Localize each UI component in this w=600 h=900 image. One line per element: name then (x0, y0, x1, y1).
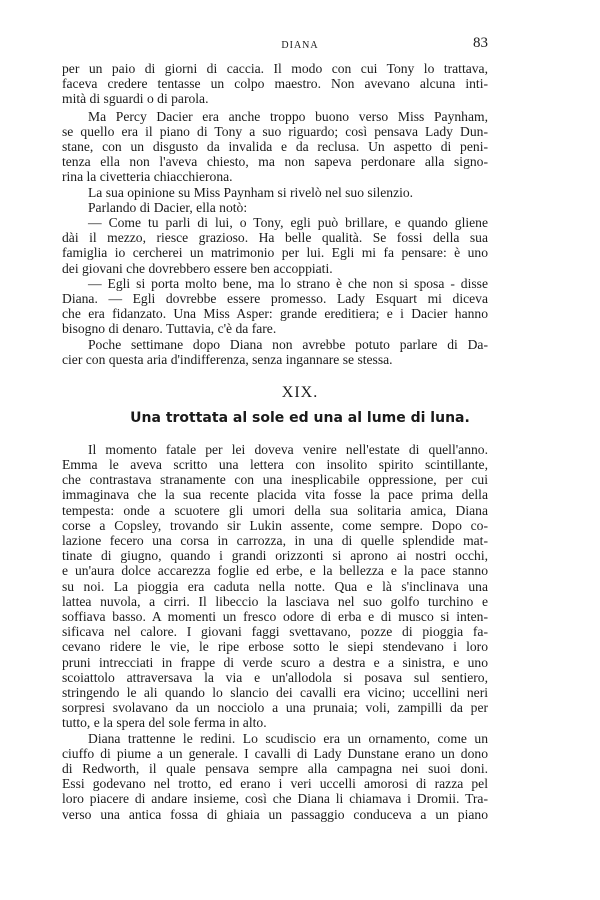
text-line: loro piacere di andare insieme, così che Diana li chiamava i Dromii. Tra- (62, 791, 488, 807)
text-line: Parlando di Dacier, ella notò: (88, 199, 248, 215)
text-line: La sua opinione su Miss Paynham si rivelò nel suo silenzio. (88, 184, 414, 200)
text-line: che era fidanzato. Una Miss Asper: grande ereditiera; e i Dacier hanno (62, 306, 488, 322)
text-line: — Egli si porta molto bene, ma lo strano è che non si sposa - disse (88, 275, 488, 291)
text-line: Emma le aveva scritto una lettera con insolito spirito scintillante, (62, 457, 488, 472)
text-line: Poche settimane dopo Diana non avrebbe potuto parlare di Da- (88, 336, 488, 352)
text-line: lattea nuvola, a cirri. Il libeccio la lasciava nel suo golfo turchino e (62, 593, 488, 609)
text-line: su noi. La pioggia era caduta nella notte. Qua e là s'inclinava una (62, 578, 488, 594)
text-line: e un'aura dolce accarezza foglie ed erbe, e la bellezza e la pace stanno (62, 563, 488, 579)
text-line: di Redworth, il quale pensava sempre alla campagna nei suoi doni. (62, 761, 488, 776)
text-line: faceva credere tentasse un colpo maestro. Non avevano alcuna inti- (62, 76, 488, 92)
running-title: DIANA (281, 40, 319, 51)
text-line: stane, con un disgusto da invalida e da reclusa. Un aspetto di peni- (62, 139, 488, 154)
text-line: cier con questa aria d'indifferenza, senza ingannare se stessa. (62, 351, 393, 367)
text-line: scoiattolo attraversava la via e un'allodola si posava sul sentiero, (62, 669, 488, 685)
text-line: ciuffo di piume a un generale. I cavalli di Lady Dunstane erano un dono (62, 745, 488, 761)
text-line: dài il mezzo, riesce grazioso. Ha belle qualità. Se fossi della sua (62, 230, 488, 246)
text-line: dei giovani che dovrebbero essere ben accoppiati. (62, 260, 333, 276)
text-line: bisogno di denaro. Tuttavia, c'è da fare. (62, 321, 277, 337)
text-line: verso una antica fossa di ghiaia un passaggio conduceva a un piano (62, 806, 488, 822)
text-line: che contrastava stranamente con una inesplicabile oppressione, per cui (62, 472, 488, 488)
text-line: Diana trattenne le redini. Lo scudiscio era un ornamento, come un (88, 730, 488, 746)
text-line: soffiava basso. A momenti un fresco odore di erba e di musco si inten- (62, 609, 488, 624)
text-line: stringendo le ali quando lo slancio dei cavalli era vicino; uccellini neri (62, 685, 488, 700)
chapter-number: XIX. (281, 383, 319, 401)
text-line: sificava nel calore. I giovani faggi svettavano, pozze di pioggia fa- (62, 624, 488, 640)
text-line: Ma Percy Dacier era anche troppo buono verso Miss Paynham, (88, 108, 488, 124)
chapter-title: Una trottata al sole ed una al lume di luna. (130, 409, 470, 426)
text-line: corse a Copsley, trovando sir Lukin assente, come sempre. Dopo co- (62, 517, 488, 533)
text-line: rina la civetteria chiacchierona. (62, 169, 233, 185)
text-line: tenza ella non l'aveva chiesto, ma non sapeva perdonare alla signo- (62, 154, 488, 170)
text-line: se quello era il piano di Tony a suo riguardo; così pensava Lady Dun- (62, 123, 488, 139)
text-line: pruni intrecciati in frappe di verde scuro a destra e a sinistra, e uno (62, 654, 488, 670)
text-line: per un paio di giorni di caccia. Il modo con cui Tony lo trattava, (62, 61, 488, 76)
text-line: mità di sguardi o di parola. (62, 91, 209, 107)
text-line: Diana. — Egli dovrebbe essere promesso. Lady Esquart mi diceva (62, 291, 488, 306)
text-line: immaginava che la sua recente placida vita fosse la pace prima della (62, 487, 488, 503)
text-line: famiglia io cercherei un matrimonio per lui. Egli mi fa pensare: è uno (62, 245, 488, 261)
text-line: Essi godevano nel trotto, ed erano i veri uccelli amorosi di razza pel (62, 776, 488, 792)
page-number: 83 (473, 35, 488, 51)
text-line: lazione fecero una corsa in carrozza, in una di quelle splendide mat- (62, 533, 488, 548)
text-line: — Come tu parli di lui, o Tony, egli può brillare, e quando gliene (88, 215, 488, 230)
text-line: tinate di giugno, quando i grandi orizzonti si aprono ai nostri occhi, (62, 548, 488, 564)
text-line: cevano ridere le vie, le ripe erbose sotto le siepi stendevano i loro (62, 639, 488, 655)
text-line: sorpresi svolavano da un nocciolo a una prunaia; voli, zampilli da per (62, 700, 488, 716)
text-line: Il momento fatale per lei doveva venire nell'estate di quell'anno. (88, 441, 488, 457)
text-line: tempesta: onde a scuotere gli umori della sua solitaria amica, Diana (62, 502, 488, 518)
text-line: tutto, e la spera del sole ferma in alto. (62, 715, 267, 731)
